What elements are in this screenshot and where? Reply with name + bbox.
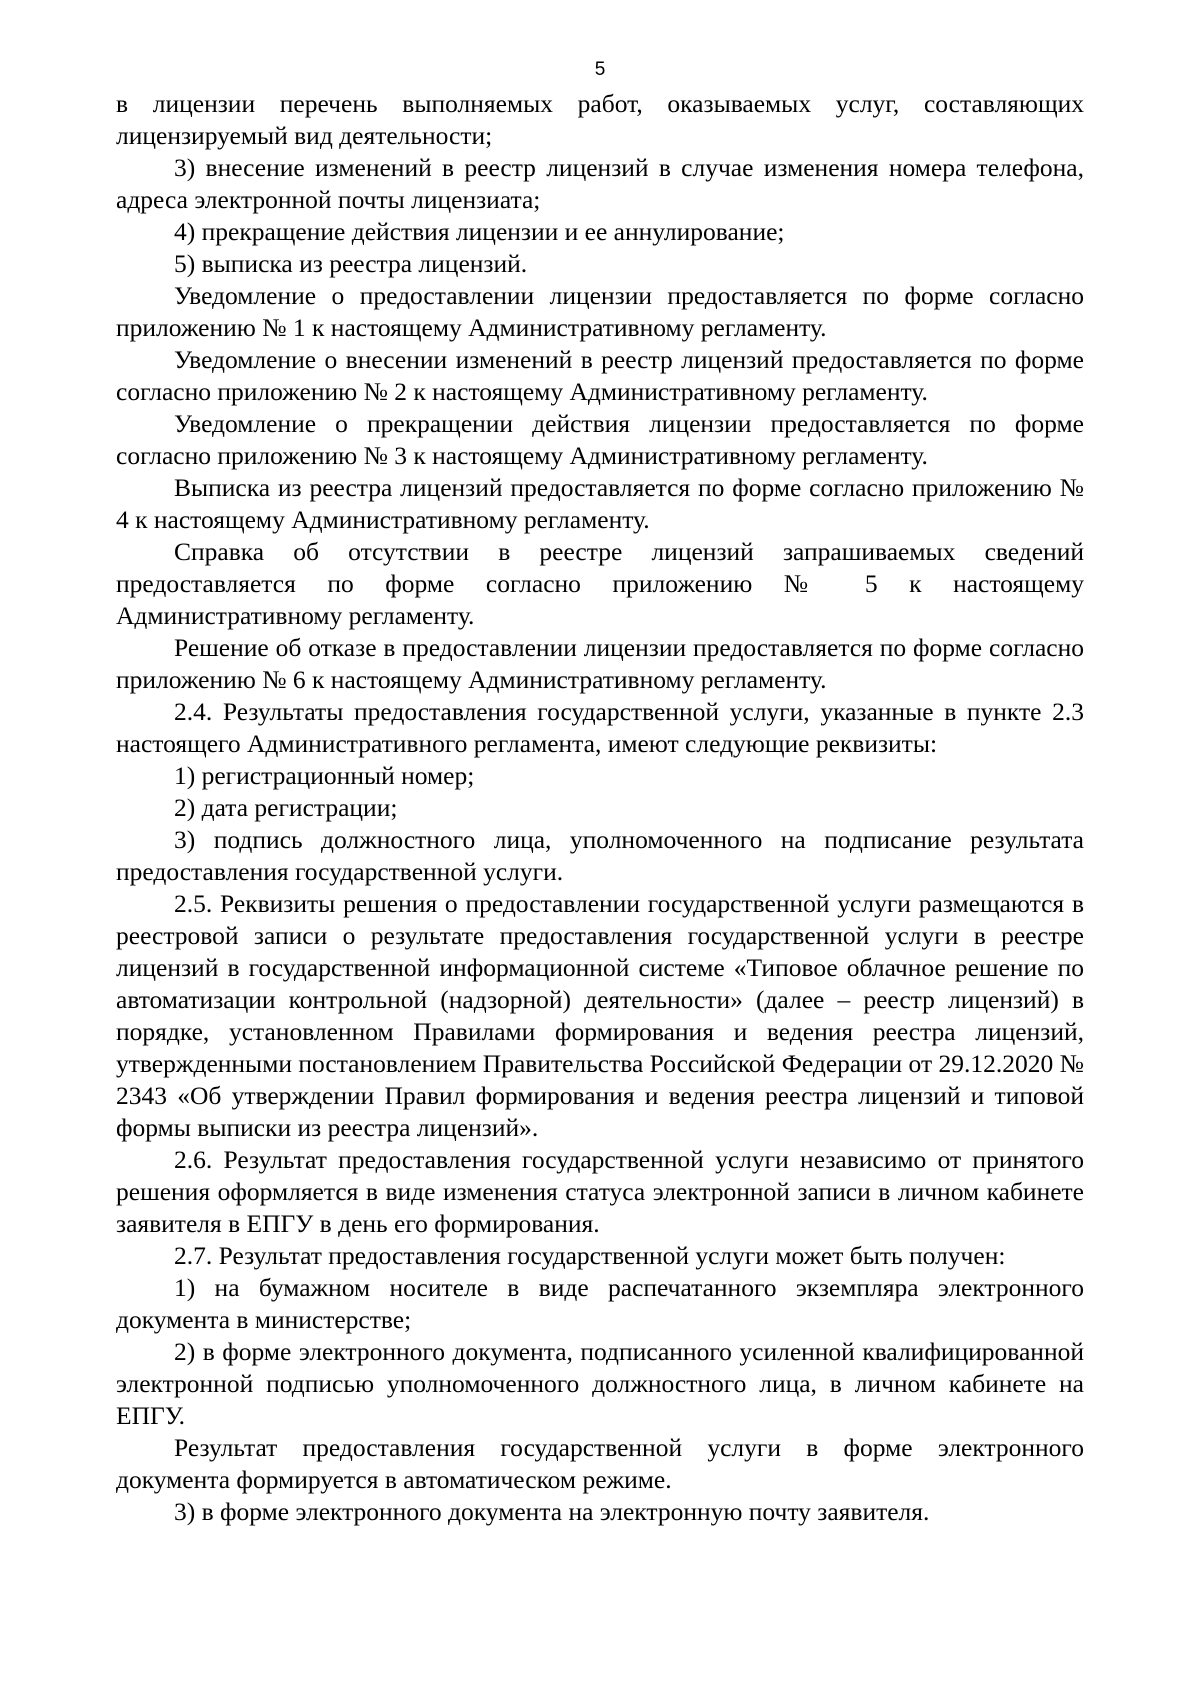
paragraph-continuation: в лицензии перечень выполняемых работ, оказываемых услуг, составляющих лицензируемый вид деятельности;	[116, 89, 1084, 150]
list-item-3-registry-changes: 3) внесение изменений в реестр лицензий в случае изменения номера телефона, адреса электронной почты лицензиата;	[116, 153, 1084, 214]
section-2-7: 2.7. Результат предоставления государственной услуги может быть получен:	[174, 1241, 1006, 1270]
paragraph-absence-certificate: Справка об отсутствии в реестре лицензий запрашиваемых сведений предоставляется по форме согласно приложению № 5 к настоящему Административному регламенту.	[116, 537, 1084, 630]
page-number: 5	[594, 59, 606, 80]
paragraph-automatic-mode: Результат предоставления государственной услуги в форме электронного документа формируется в автоматическом режиме.	[116, 1433, 1084, 1494]
result-option-email: 3) в форме электронного документа на электронную почту заявителя.	[174, 1497, 930, 1526]
requisite-registration-date: 2) дата регистрации;	[174, 793, 398, 822]
paragraph-extract-form: Выписка из реестра лицензий предоставляется по форме согласно приложению № 4 к настоящему Административному регламенту.	[116, 473, 1084, 534]
document-body	[116, 88, 1084, 1528]
result-option-paper: 1) на бумажном носителе в виде распечатанного экземпляра электронного документа в министерстве;	[116, 1273, 1084, 1334]
list-item-4-termination: 4) прекращение действия лицензии и ее аннулирование;	[174, 217, 785, 246]
section-2-5: 2.5. Реквизиты решения о предоставлении государственной услуги размещаются в реестровой записи о результате предоставления государственной услуги в реестре лицензий в государственной информационной системе «Типовое облачное решение по автоматизации контрольной (надзорной) деятельности» (далее – реестр лицензий) в порядке, установленном Правилами формирования и ведения реестра лицензий, утвержденными постановлением Правительства Российской Федерации от 29.12.2020 № 2343 «Об утверждении Правил формирования и ведения реестра лицензий и типовой формы выписки из реестра лицензий».	[116, 889, 1084, 1142]
section-2-4: 2.4. Результаты предоставления государственной услуги, указанные в пункте 2.3 настоящего Административного регламента, имеют следующие реквизиты:	[116, 697, 1084, 758]
paragraph-notice-changes: Уведомление о внесении изменений в реестр лицензий предоставляется по форме согласно приложению № 2 к настоящему Административному регламенту.	[116, 345, 1084, 406]
requisite-registration-number: 1) регистрационный номер;	[174, 761, 475, 790]
result-option-electronic: 2) в форме электронного документа, подписанного усиленной квалифицированной электронной подписью уполномоченного должностного лица, в личном кабинете на ЕПГУ.	[116, 1337, 1084, 1430]
paragraph-refusal-decision: Решение об отказе в предоставлении лицензии предоставляется по форме согласно приложению № 6 к настоящему Административному регламенту.	[116, 633, 1084, 694]
paragraph-notice-license: Уведомление о предоставлении лицензии предоставляется по форме согласно приложению № 1 к настоящему Административному регламенту.	[116, 281, 1084, 342]
section-2-6: 2.6. Результат предоставления государственной услуги независимо от принятого решения оформляется в виде изменения статуса электронной записи в личном кабинете заявителя в ЕПГУ в день его формирования.	[116, 1145, 1084, 1238]
list-item-5-extract: 5) выписка из реестра лицензий.	[174, 249, 528, 278]
requisite-signature: 3) подпись должностного лица, уполномоченного на подписание результата предоставления государственной услуги.	[116, 825, 1084, 886]
paragraph-notice-termination: Уведомление о прекращении действия лицензии предоставляется по форме согласно приложению № 3 к настоящему Административному регламенту.	[116, 409, 1084, 470]
